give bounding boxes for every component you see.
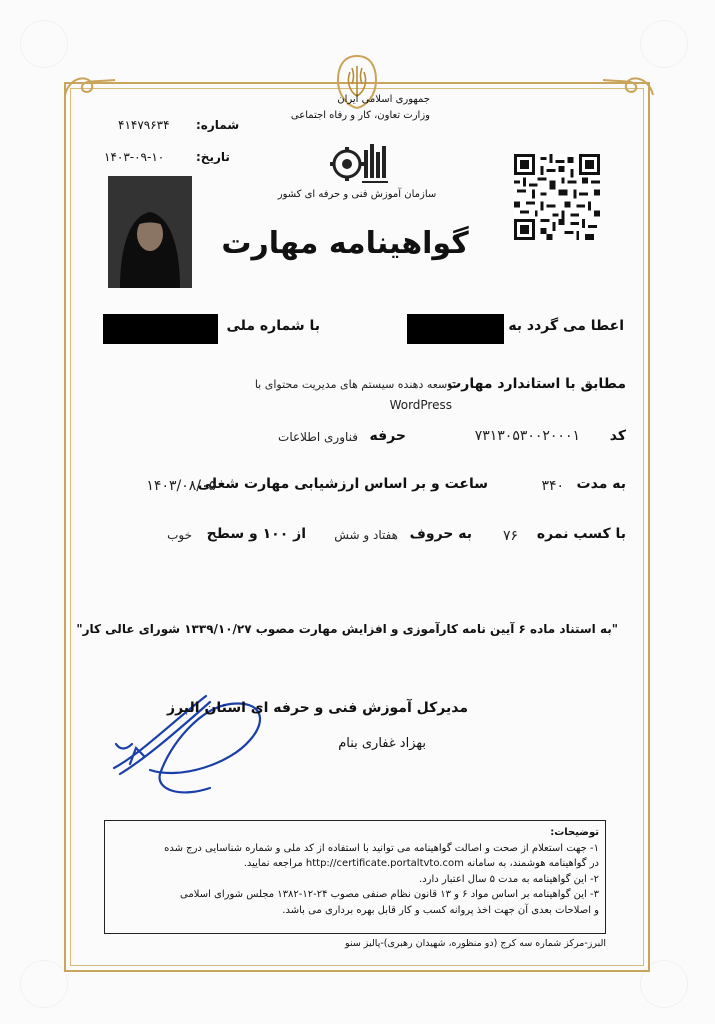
redacted-national-id — [103, 314, 218, 344]
notes-line-5: و اصلاحات بعدی آن جهت اخذ پروانه کسب و کار قابل بهره برداری می باشد. — [282, 904, 599, 916]
national-id-label: با شماره ملی — [226, 318, 320, 334]
hours-assessment-label: ساعت و بر اساس ارزشیابی مهارت شغلی — [197, 476, 488, 492]
notes-line-2: در گواهینامه هوشمند، به سامانه http://certificate.portaltvto.com مراجعه نمایید. — [243, 858, 599, 869]
holder-photo — [108, 176, 192, 288]
issuing-center-address: البرز-مرکز شماره سه کرج (دو منظوره، شهیدان رهبری)-پالیز سنو — [345, 938, 606, 949]
date-label: تاریخ: — [196, 150, 230, 164]
notes-line-1: ۱- جهت استعلام از صحت و اصالت گواهینامه می توانید با استفاده از کد ملی و شماره شناسایی درج شده — [164, 842, 599, 854]
certificate-title: گواهینامه مهارت — [221, 226, 469, 261]
notes-line-3: ۲- این گواهینامه به مدت ۵ سال اعتبار دارد. — [419, 873, 599, 885]
number-label: شماره: — [196, 118, 240, 132]
qr-code-icon[interactable] — [514, 154, 600, 240]
redacted-name — [407, 314, 504, 344]
score-words-label: به حروف — [409, 526, 472, 542]
level-value: خوب — [167, 528, 192, 542]
number-value: ۴۱۴۷۹۶۳۴ — [118, 118, 170, 132]
notes-box — [104, 820, 606, 934]
score-label: با کسب نمره — [536, 526, 626, 542]
notes-title: توضیحات: — [550, 827, 599, 838]
standard-label: مطابق با استاندارد مهارت — [447, 376, 626, 392]
ornament-swirl-icon — [60, 70, 120, 100]
watermark-emblem — [20, 20, 68, 68]
code-label: کد — [609, 428, 626, 444]
org-name: سازمان آموزش فنی و حرفه ای کشور — [277, 189, 437, 200]
scale-level-label: از ۱۰۰ و سطح — [206, 526, 306, 542]
score-value: ۷۶ — [502, 528, 518, 544]
assessment-date: ۱۴۰۳/۰۸/۰۵ — [146, 478, 216, 494]
code-value: ۷۳۱۳۰۵۳۰۰۲۰۰۰۱ — [474, 428, 580, 444]
notes-line-4: ۳- این گواهینامه بر اساس مواد ۶ و ۱۳ قانون نظام صنفی مصوب ۲۴-۱۲-۱۳۸۲ مجلس شورای اسلامی — [180, 889, 599, 900]
duration-label: به مدت — [576, 476, 626, 492]
field-value: فناوری اطلاعات — [278, 430, 358, 444]
hours-value: ۳۴۰ — [541, 478, 564, 494]
standard-value-line1: توسعه دهنده سیستم های مدیریت محتوای با — [254, 378, 456, 391]
watermark-emblem — [20, 960, 68, 1008]
ornament-swirl-icon — [598, 70, 658, 100]
date-value: ۱۴۰۳-۰۹-۱۰ — [104, 150, 165, 164]
gov-line-1: جمهوری اسلامی ایران — [337, 94, 430, 105]
tvto-logo-icon — [330, 138, 390, 188]
signatory-name: بهزاد غفاری بنام — [338, 736, 426, 751]
watermark-emblem — [640, 20, 688, 68]
standard-value-line2: WordPress — [389, 398, 452, 412]
gov-line-2: وزارت تعاون، کار و رفاه اجتماعی — [290, 110, 430, 121]
statute-note: "به استناد ماده ۶ آیین نامه کارآموزی و افزایش مهارت مصوب ۱۳۳۹/۱۰/۲۷ شورای عالی کار" — [76, 622, 618, 636]
field-label: حرفه — [369, 428, 406, 444]
score-words-value: هفتاد و شش — [334, 528, 398, 542]
signatory-title: مدیرکل آموزش فنی و حرفه ای استان البرز — [167, 700, 468, 716]
awarded-to-label: اعطا می گردد به — [508, 318, 624, 334]
